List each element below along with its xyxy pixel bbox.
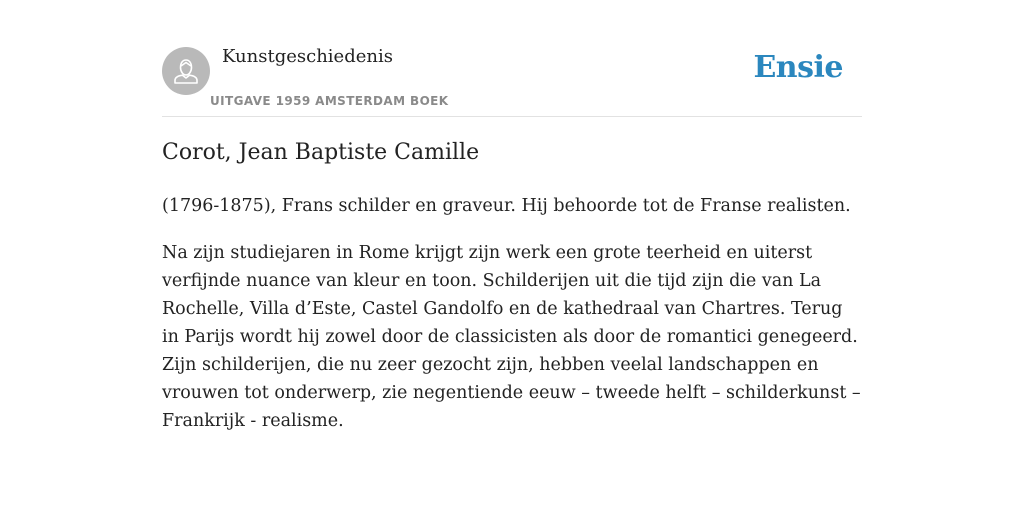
source-avatar[interactable]: [162, 47, 210, 95]
source-header: [162, 0, 862, 117]
page-container: [162, 0, 862, 431]
brand-logo[interactable]: Ensie: [753, 50, 843, 85]
article-title: Corot, Jean Baptiste Camille: [162, 140, 480, 165]
source-meta: UITGAVE 1959 AMSTERDAM BOEK: [210, 94, 449, 108]
article-paragraph: Na zijn studiejaren in Rome krijgt zijn werk een grote teerheid en uiterst verfijnde nuance van kleur en toon. Schilderijen uit die tijd zijn die van La Rochelle, Villa d’Este, Castel Gandolfo en de kathedraal van Chartres. Terug in Parijs wordt hij zowel door de classicisten als door de romantici genegeerd. Zijn schilderijen, die nu zeer gezocht zijn, hebben veelal landschappen en vrouwen tot onderwerp, zie negentiende eeuw – tweede helft – schilderkunst – Frankrijk - realisme.: [162, 243, 861, 431]
user-icon: [162, 47, 210, 95]
source-name[interactable]: Kunstgeschiedenis: [222, 46, 393, 67]
article-paragraph: (1796-1875), Frans schilder en graveur. Hij behoorde tot de Franse realisten.: [162, 196, 851, 216]
